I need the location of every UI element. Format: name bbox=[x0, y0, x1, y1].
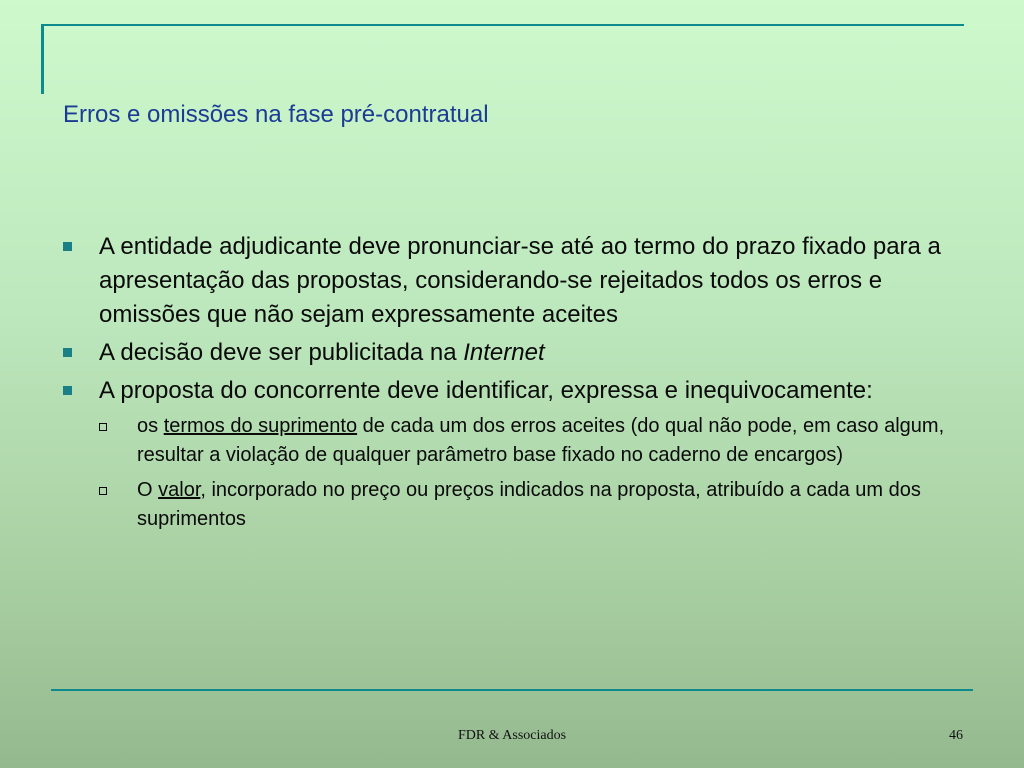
bullet-italic-text: Internet bbox=[463, 339, 545, 366]
footer-divider bbox=[51, 689, 973, 691]
bullet-item-1 bbox=[62, 230, 972, 332]
bullet-text: A proposta do concorrente deve identificar, expressa e inequivocamente: bbox=[99, 377, 873, 404]
sub-bullet-text: os bbox=[137, 415, 164, 437]
slide-title: Erros e omissões na fase pré-contratual bbox=[63, 101, 489, 128]
sub-bullet-underlined-text: termos do suprimento bbox=[163, 415, 358, 437]
sub-bullet-text: , incorporado no preço ou preços indicados na proposta, atribuído a cada um dos suprimentos bbox=[137, 479, 921, 530]
bullet-item-3 bbox=[62, 374, 972, 408]
sub-bullet-text: O bbox=[137, 479, 159, 501]
slide-content bbox=[62, 230, 972, 540]
sub-bullet-item-1 bbox=[62, 412, 972, 470]
square-bullet-icon bbox=[63, 386, 72, 395]
bullet-item-2 bbox=[62, 336, 972, 370]
sub-bullet-underlined-text: valor bbox=[158, 479, 201, 501]
page-number: 46 bbox=[949, 728, 963, 743]
bullet-text: A decisão deve ser publicitada na bbox=[99, 339, 464, 366]
square-bullet-icon bbox=[63, 348, 72, 357]
left-accent-line bbox=[41, 26, 44, 94]
footer-title: FDR & Associados bbox=[457, 728, 567, 743]
sub-bullet-item-2 bbox=[62, 476, 972, 534]
bullet-text: A entidade adjudicante deve pronunciar-se até ao termo do prazo fixado para a apresentação das propostas, considerando-se rejeitados todos os erros e omissões que não sejam expressamente aceites bbox=[99, 233, 941, 328]
sub-bullet-text: de cada um dos erros aceites (do qual não pode, em caso algum, resultar a violação de qualquer parâmetro base fixado no caderno de encargos) bbox=[137, 415, 945, 466]
hollow-square-bullet-icon bbox=[99, 423, 107, 431]
hollow-square-bullet-icon bbox=[99, 487, 107, 495]
top-accent-line bbox=[41, 24, 964, 26]
square-bullet-icon bbox=[63, 242, 72, 251]
